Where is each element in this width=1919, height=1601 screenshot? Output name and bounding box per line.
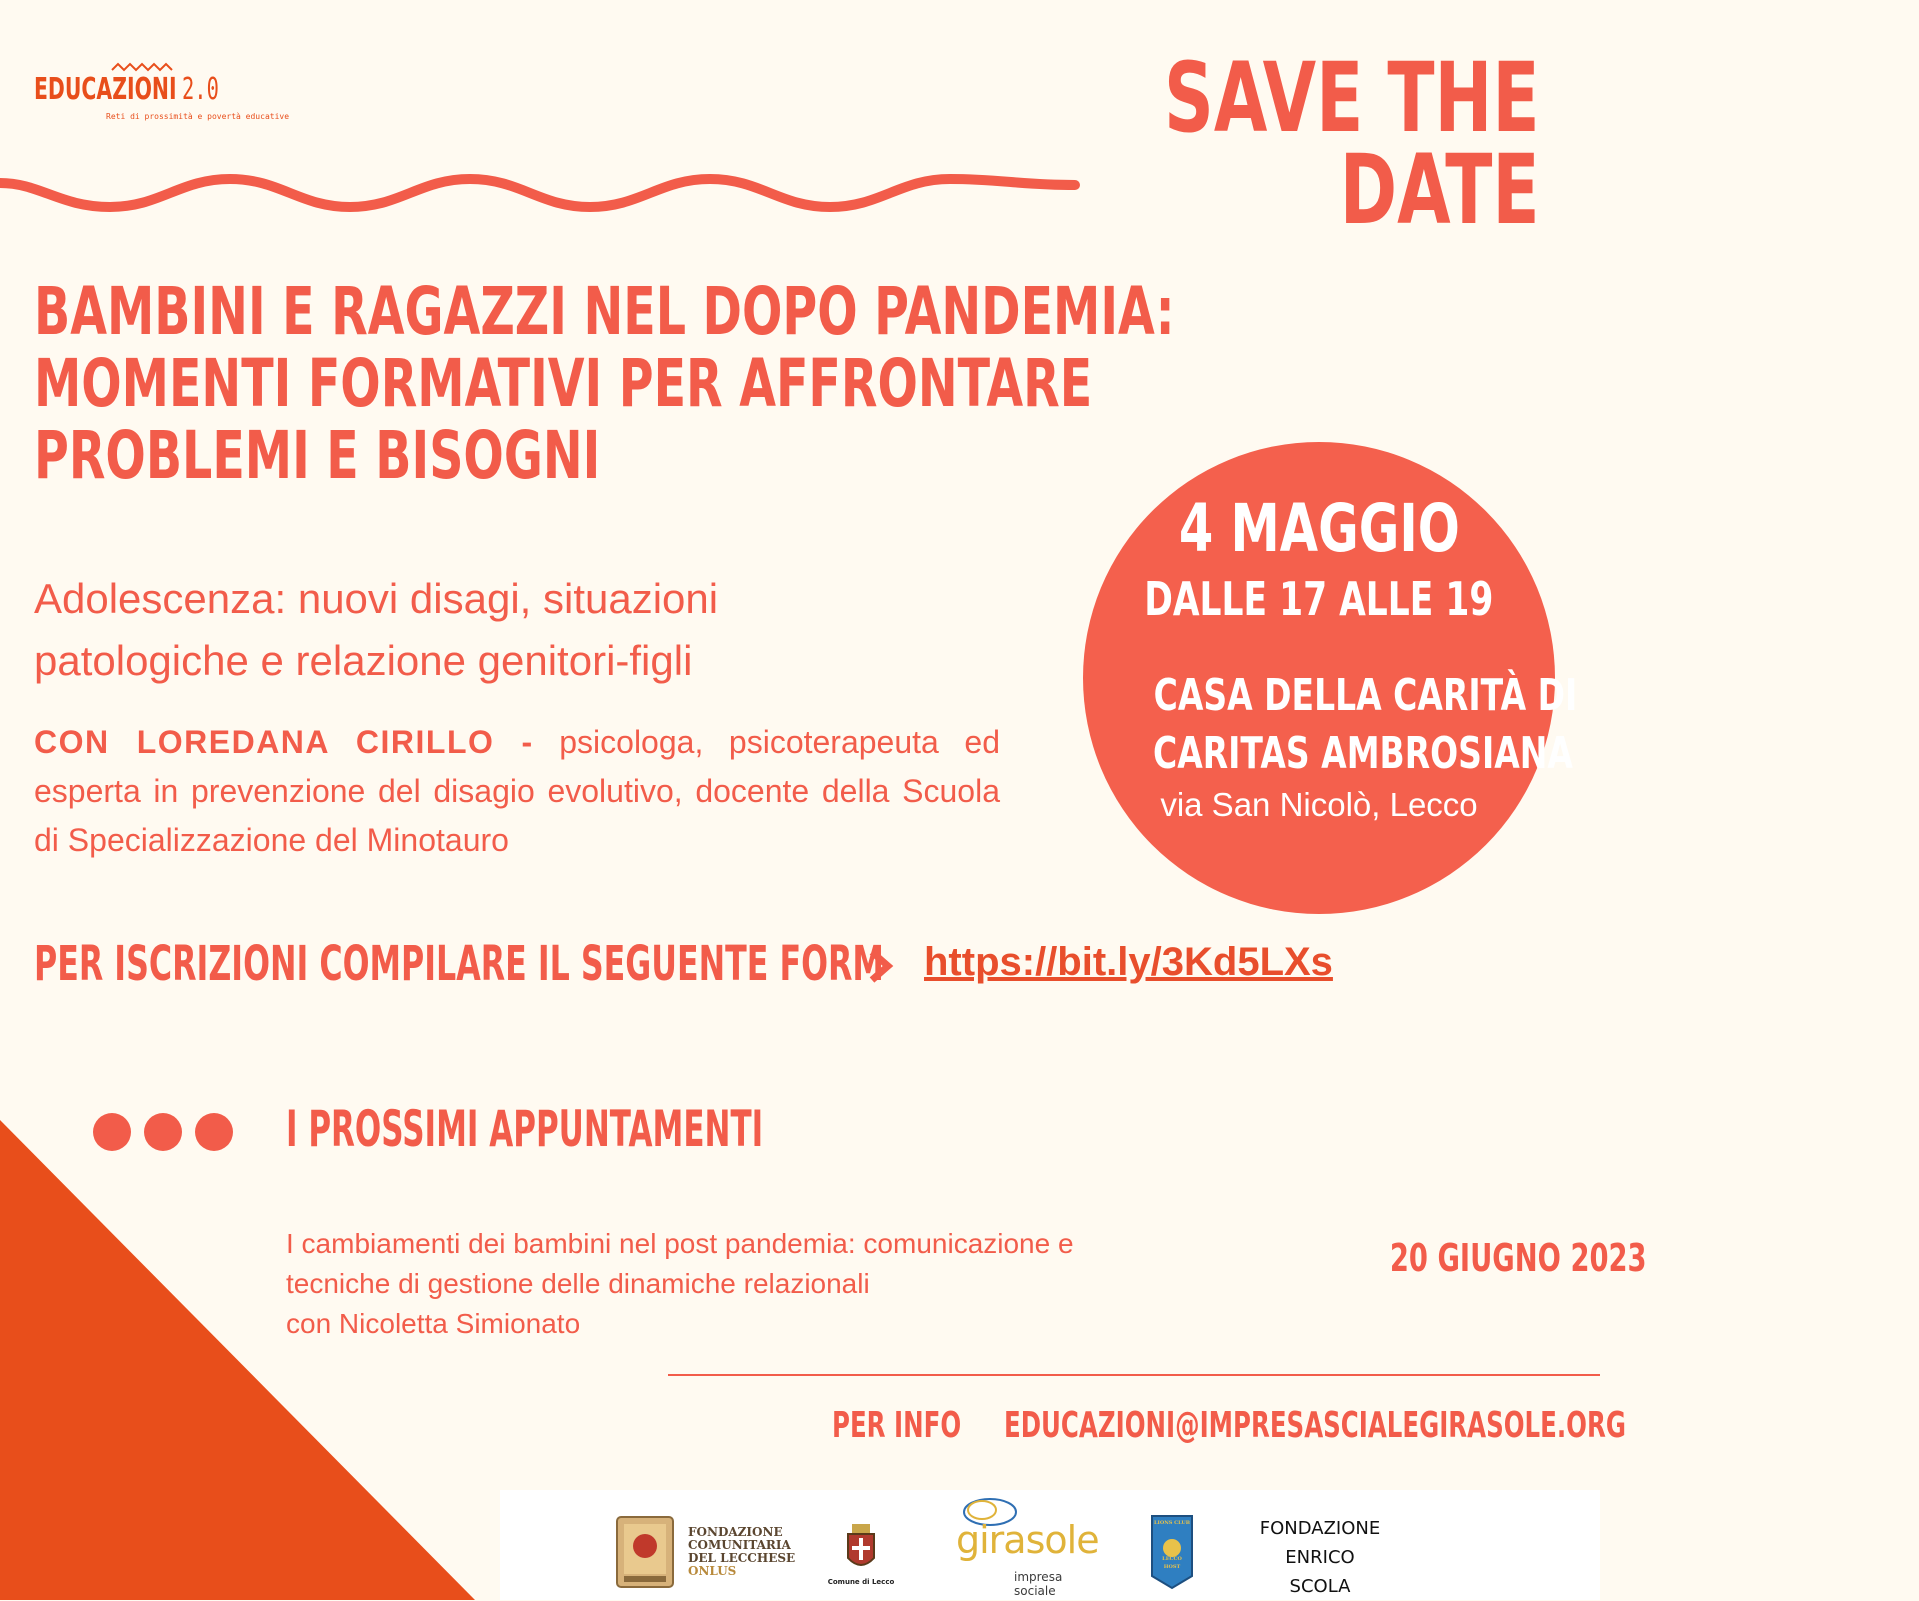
event-place-line1-text: CASA DELLA CARITÀ DI xyxy=(1153,670,1578,721)
decorative-corner-stripe xyxy=(0,1120,500,1600)
upcoming-heading xyxy=(286,1100,1056,1158)
fondazione-enrico-scola-name xyxy=(1240,1514,1400,1601)
info-label-text: PER INFO xyxy=(832,1405,962,1446)
info-email-text[interactable]: EDUCAZIONI@IMPRESASCIALEGIRASOLE.ORG xyxy=(1004,1405,1626,1446)
event-subtitle: Adolescenza: nuovi disagi, situazioni patologiche e relazione genitori-figli xyxy=(34,575,719,684)
event-place-line2 xyxy=(1083,728,1573,779)
logo-version: 2.0 xyxy=(182,72,219,107)
fes-line3: SCOLA xyxy=(1289,1576,1351,1597)
logo-tagline: Reti di prossimità e povertà educative xyxy=(106,112,290,121)
speaker-name: CON LOREDANA CIRILLO - xyxy=(34,724,534,760)
title-line3: PROBLEMI E BISOGNI xyxy=(34,417,601,494)
three-dots-icon xyxy=(92,1110,242,1154)
comune-crest-icon xyxy=(844,1524,878,1574)
event-details-circle xyxy=(1083,442,1578,914)
save-the-date-heading xyxy=(1018,42,1540,246)
fondazione-comunitaria-name xyxy=(688,1526,808,1578)
upcoming-event-date xyxy=(1290,1236,1647,1281)
comune-label: Comune di Lecco xyxy=(827,1578,895,1586)
event-time-text: DALLE 17 ALLE 19 xyxy=(1144,572,1494,626)
info-label xyxy=(832,1404,1022,1446)
fes-line1: FONDAZIONE xyxy=(1259,1518,1381,1539)
upcoming-event-description xyxy=(286,1224,1216,1344)
fcl-line2: COMUNITARIA xyxy=(688,1538,791,1552)
decorative-wave xyxy=(0,165,1080,225)
speaker-bio: psicologa, psicoterapeuta ed esperta in prevenzione del disagio evolutivo, docente della Scuola di Specializzazione del Minotauro xyxy=(34,724,1001,858)
lions-line2: LECCO xyxy=(1162,1556,1182,1562)
fes-line2: ENRICO xyxy=(1285,1547,1355,1568)
fcl-line1: FONDAZIONE xyxy=(688,1525,783,1539)
save-the-date-line1: SAVE THE xyxy=(1164,42,1540,154)
sponsor-bar xyxy=(500,1490,1600,1600)
sponsor-lions-club xyxy=(1150,1490,1200,1600)
speaker-description xyxy=(34,718,1000,865)
save-the-date-line2: DATE xyxy=(1340,134,1540,246)
event-place-line2-text: CARITAS AMBROSIANA xyxy=(1152,728,1573,779)
fcl-line3: DEL LECCHESE xyxy=(688,1551,796,1565)
info-email[interactable] xyxy=(1004,1404,1919,1446)
fcl-line4: ONLUS xyxy=(688,1564,737,1578)
girasole-name: girasole xyxy=(956,1518,1099,1562)
girasole-subtitle: impresa sociale xyxy=(1014,1570,1063,1598)
sponsor-fondazione-enrico-scola xyxy=(1240,1490,1400,1600)
upcoming-line2: tecniche di gestione delle dinamiche relazionali xyxy=(286,1268,870,1299)
sponsor-comune-lecco xyxy=(826,1490,896,1600)
event-address: via San Nicolò, Lecco xyxy=(1160,786,1478,823)
sponsor-girasole xyxy=(956,1490,1106,1600)
logo-wordmark xyxy=(34,72,219,107)
registration-link[interactable]: https://bit.ly/3Kd5LXs xyxy=(924,940,1333,984)
event-title xyxy=(34,273,1434,494)
event-date-text: 4 MAGGIO xyxy=(1178,490,1460,567)
lions-line3: HOST xyxy=(1163,1564,1181,1570)
title-line1: BAMBINI E RAGAZZI NEL DOPO PANDEMIA: xyxy=(34,273,1175,350)
event-date xyxy=(1083,490,1555,567)
chevron-right-icon xyxy=(864,946,898,986)
fondazione-seal-icon xyxy=(616,1516,674,1588)
event-place-line1 xyxy=(1083,670,1578,721)
upcoming-line3: con Nicoletta Simionato xyxy=(286,1308,581,1339)
lions-line1: LIONS CLUB xyxy=(1154,1520,1190,1526)
registration-label-text: PER ISCRIZIONI COMPILARE IL SEGUENTE FORM xyxy=(34,936,884,992)
upcoming-line1: I cambiamenti dei bambini nel post pandemia: comunicazione e xyxy=(286,1228,1074,1259)
logo-wordmark-text: EDUCAZIONI xyxy=(34,72,177,107)
divider xyxy=(668,1374,1600,1376)
upcoming-date-text: 20 GIUGNO 2023 xyxy=(1389,1236,1647,1280)
title-line2: MOMENTI FORMATIVI PER AFFRONTARE xyxy=(34,345,1093,422)
event-time xyxy=(1083,572,1555,626)
educazioni-logo xyxy=(34,58,290,128)
sponsor-fondazione-comunitaria xyxy=(616,1490,816,1600)
upcoming-heading-text: I PROSSIMI APPUNTAMENTI xyxy=(286,1100,764,1158)
